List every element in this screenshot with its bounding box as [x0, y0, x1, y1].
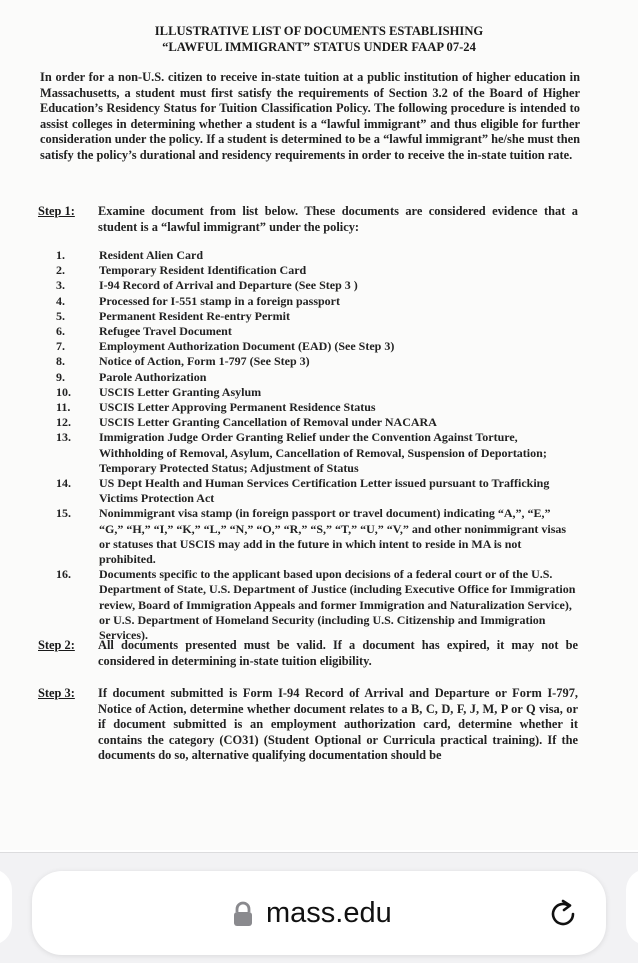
document-list-item	[56, 370, 576, 385]
address-bar[interactable]	[32, 871, 606, 955]
lock-icon	[232, 901, 254, 927]
step3-label: Step 3:	[38, 686, 75, 700]
list-item-number: 12.	[56, 415, 71, 430]
document-title-line1: ILLUSTRATIVE LIST OF DOCUMENTS ESTABLISHING	[154, 24, 484, 38]
list-item-text: Resident Alien Card	[99, 248, 204, 262]
browser-bottom-bar	[0, 852, 638, 963]
document-title-line2: “LAWFUL IMMIGRANT” STATUS UNDER FAAP 07-24	[162, 40, 476, 54]
list-item-number: 4.	[56, 293, 65, 308]
step2-text: All documents presented must be valid. If a document has expired, it may not be considered in determining in-state tuition eligibility.	[98, 638, 578, 668]
previous-tab-preview[interactable]	[0, 869, 12, 945]
step3-text: If document submitted is Form I-94 Record of Arrival and Departure or Form I-797, Notice of Action, determine whether document relates to a B, C, D, F, J, M, P or Q visa, or if document submitted is an employment authorization card, determine whether it contains the category (CO31) (Student Optional or Curricula practical training). If the documents do so, alternative qualifying documentation should be	[98, 686, 578, 762]
list-item-number: 15.	[56, 506, 71, 521]
list-item-number: 7.	[56, 339, 65, 354]
document-list-item	[56, 248, 576, 263]
list-item-number: 14.	[56, 476, 71, 491]
list-item-text: Temporary Resident Identification Card	[99, 263, 307, 278]
list-item-number: 1.	[56, 248, 65, 262]
list-item-text: Parole Authorization	[99, 369, 207, 384]
step1-text: Examine document from list below. These documents are considered evidence that a student is a “lawful immigrant” under the policy:	[98, 204, 578, 234]
list-item-text: USCIS Letter Approving Permanent Residence Status	[99, 400, 376, 415]
intro-paragraph: In order for a non-U.S. citizen to receive in-state tuition at a public institution of higher education in Massachusetts, a student must first satisfy the requirements of Section 3.2 of the Board of Higher Education’s Residency Status for Tuition Classification Policy. The following procedure is intended to assist colleges in determining whether a student is a “lawful immigrant” and thus eligible for further consideration under the policy. If a student is determined to be a “lawful immigrant” he/she must then satisfy the policy’s durational and residency requirements in order to receive the in-state tuition rate.	[40, 70, 580, 162]
document-list	[56, 248, 576, 643]
next-tab-preview[interactable]	[626, 869, 638, 945]
document-list-item	[56, 476, 576, 506]
url-text[interactable]: mass.edu	[266, 897, 392, 929]
document-list-item	[56, 294, 576, 309]
document-list-item	[56, 354, 576, 369]
document-list-item	[56, 339, 576, 354]
document-list-item	[56, 567, 576, 643]
list-item-text: I-94 Record of Arrival and Departure (See Step 3 )	[99, 278, 358, 293]
document-list-item	[56, 506, 576, 567]
list-item-text: USCIS Letter Granting Asylum	[99, 384, 262, 399]
list-item-number: 16.	[56, 567, 71, 582]
document-list-item	[56, 263, 576, 278]
document-list-item	[56, 415, 576, 430]
list-item-text: Employment Authorization Document (EAD) (See Step 3)	[99, 339, 395, 354]
document-list-item	[56, 278, 576, 293]
document-list-item	[56, 309, 576, 324]
list-item-number: 6.	[56, 324, 65, 339]
document-list-item	[56, 385, 576, 400]
list-item-number: 2.	[56, 263, 65, 278]
list-item-number: 8.	[56, 354, 65, 369]
list-item-text: USCIS Letter Granting Cancellation of Removal under NACARA	[99, 415, 437, 430]
list-item-text: US Dept Health and Human Services Certification Letter issued pursuant to Trafficking Victims Protection Act	[99, 476, 550, 506]
document-list-item	[56, 400, 576, 415]
list-item-text: Notice of Action, Form 1-797 (See Step 3)	[99, 354, 310, 369]
list-item-text: Immigration Judge Order Granting Relief under the Convention Against Torture, Withholding of Removal, Asylum, Cancellation of Removal, Suspension of Deportation; Temporary Protected Status; Adjustment of Status	[99, 430, 547, 475]
document-list-item	[56, 324, 576, 339]
list-item-text: Processed for I-551 stamp in a foreign passport	[99, 293, 340, 308]
list-item-text: Permanent Resident Re-entry Permit	[99, 308, 290, 323]
step2-label: Step 2:	[38, 638, 75, 652]
list-item-number: 10.	[56, 384, 71, 399]
list-item-text: Documents specific to the applicant based upon decisions of a federal court or of the U.S. Department of State, U.S. Department of Justice (including Executive Office for Immigration review, Board of Immigration Appeals and former Immigration and Naturalization Service), or U.S. Department of Homeland Security (including U.S. Citizenship and Immigration Services).	[99, 567, 576, 643]
reload-icon[interactable]	[546, 897, 580, 931]
list-item-text: Refugee Travel Document	[99, 324, 232, 339]
list-item-number: 9.	[56, 369, 65, 384]
step1-label: Step 1:	[38, 204, 75, 218]
list-item-number: 3.	[56, 278, 65, 293]
document-list-item	[56, 430, 576, 476]
list-item-text: Nonimmigrant visa stamp (in foreign passport or travel document) indicating “A,”, “E,” “G,” “H,” “I,” “K,” “L,” “N,” “O,” “R,” “S,” “T,” “U,” “V,” and other nonimmigrant visas or statuses that USCIS may add in the future in which intent to reside in MA is not prohibited.	[99, 506, 567, 567]
list-item-number: 11.	[56, 400, 71, 415]
list-item-number: 5.	[56, 308, 65, 323]
list-item-number: 13.	[56, 430, 71, 445]
